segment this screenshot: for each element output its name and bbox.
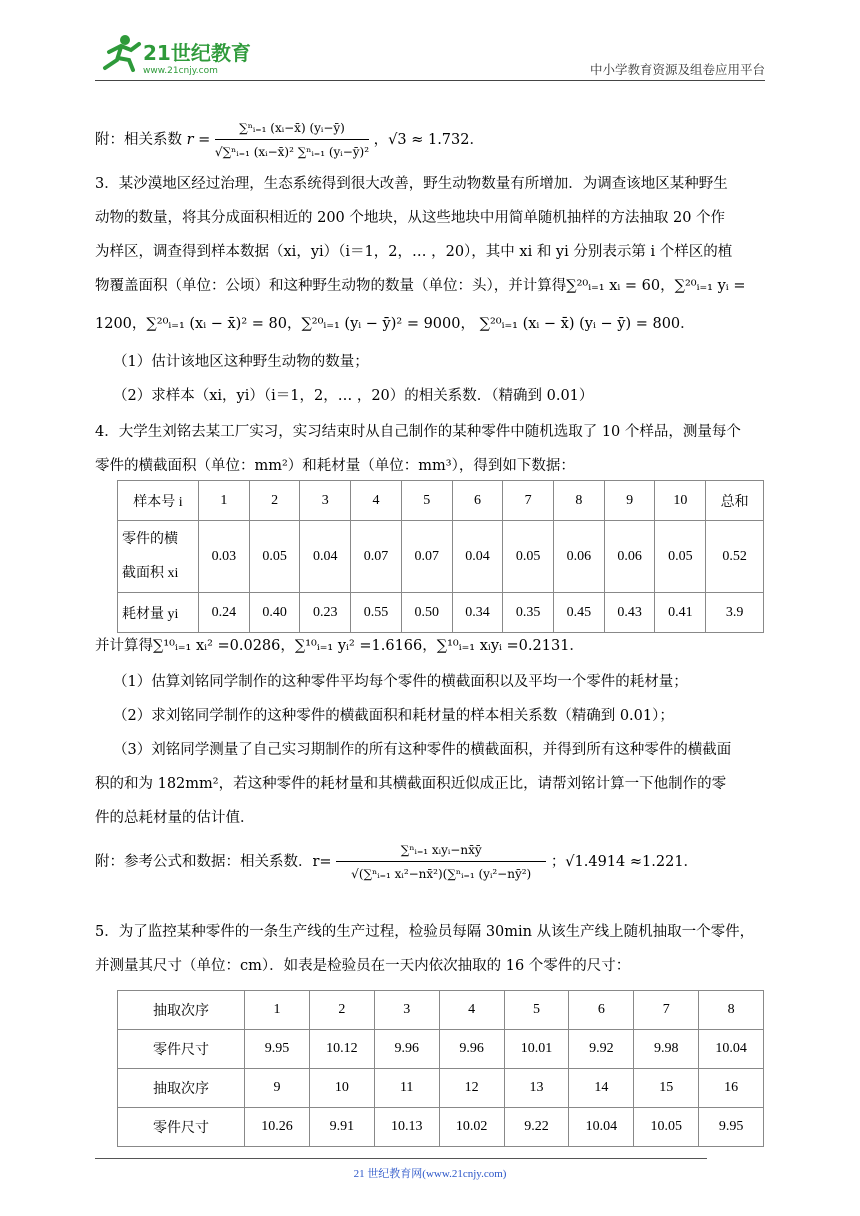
table-cell: 0.34	[452, 593, 503, 633]
q5-data-table	[117, 990, 764, 1147]
q4-part-1: （1）估算刘铭同学制作的这种零件平均每个零件的横截面积以及平均一个零件的耗材量；	[113, 674, 688, 690]
table-cell: 0.45	[554, 593, 605, 633]
table-cell: 11	[374, 1069, 439, 1108]
ref-denominator: √(∑ⁿᵢ₌₁ xᵢ²−nx̄²)(∑ⁿᵢ₌₁ (yᵢ²−nȳ²)	[351, 867, 532, 881]
table-cell: 6	[452, 481, 503, 521]
formula-denominator: √∑ⁿᵢ₌₁ (xᵢ−x̄)² ∑ⁿᵢ₌₁ (yᵢ−ȳ)²	[214, 145, 370, 159]
page-header	[95, 30, 765, 82]
table-cell: 9.92	[569, 1030, 634, 1069]
table-cell: 0.43	[604, 593, 655, 633]
table-cell: 0.24	[199, 593, 250, 633]
table-cell: 9.91	[309, 1108, 374, 1147]
table-cell: 9	[604, 481, 655, 521]
table-cell: 0.04	[300, 521, 351, 593]
table-cell: 0.05	[503, 521, 554, 593]
table-cell: 0.06	[604, 521, 655, 593]
table-cell: 6	[569, 991, 634, 1030]
ref-prefix: 附：参考公式和数据：相关系数．r=	[95, 854, 332, 870]
table-cell: 7	[503, 481, 554, 521]
ref-fraction	[336, 840, 546, 884]
q3-line-1: 3．某沙漠地区经过治理，生态系统得到很大改善，野生动物数量有所增加．为调查该地区某种野生	[95, 176, 728, 192]
table-cell: 9.98	[634, 1030, 699, 1069]
table-cell: 5	[504, 991, 569, 1030]
formula-suffix: ，√3 ≈ 1.732．	[373, 132, 484, 148]
table-cell: 9.22	[504, 1108, 569, 1147]
table-cell: 5	[401, 481, 452, 521]
ref-suffix: ；√1.4914 ≈1.221．	[550, 854, 699, 870]
header-divider	[95, 80, 765, 81]
table-cell: 10	[309, 1069, 374, 1108]
table-cell: 14	[569, 1069, 634, 1108]
table-row-header	[118, 521, 199, 593]
table-cell: 3	[374, 991, 439, 1030]
table-cell: 16	[699, 1069, 764, 1108]
platform-name: 中小学教育资源及组卷应用平台	[589, 62, 765, 77]
table-cell: 0.40	[249, 593, 300, 633]
logo-graphic	[95, 30, 255, 80]
table-row-header: 抽取次序	[118, 991, 245, 1030]
ref-numerator: ∑ⁿᵢ₌₁ xᵢyᵢ−nx̄ȳ	[336, 840, 546, 862]
site-logo[interactable]	[95, 30, 255, 80]
q3-part-1: （1）估计该地区这种野生动物的数量；	[113, 354, 369, 370]
q5-line-1: 5．为了监控某种零件的一条生产线的生产过程，检验员每隔 30min 从该生产线上随机抽取一个零件，	[95, 924, 755, 940]
table-cell: 0.52	[706, 521, 764, 593]
q4-part-3-line-3: 件的总耗材量的估计值．	[95, 810, 255, 826]
table-cell: 12	[439, 1069, 504, 1108]
formula-fraction	[215, 118, 369, 162]
table-row	[118, 1069, 764, 1108]
q4-reference-formula	[95, 840, 698, 884]
q4-line-2: 零件的横截面积（单位：mm²）和耗材量（单位：mm³），得到如下数据：	[95, 458, 575, 474]
table-row	[118, 521, 764, 593]
q4-data-table	[117, 480, 764, 633]
table-cell: 0.07	[351, 521, 402, 593]
formula-prefix: 附：相关系数	[95, 132, 182, 148]
table-cell: 10.04	[699, 1030, 764, 1069]
table-cell: 总和	[706, 481, 764, 521]
table-row	[118, 991, 764, 1030]
table-cell: 9.96	[439, 1030, 504, 1069]
q3-line-3: 为样区，调查得到样本数据（xi，yi）（i＝1，2，… ，20），其中 xi 和 yi 分别表示第 i 个样区的植	[95, 244, 733, 260]
table-cell: 9	[245, 1069, 310, 1108]
table-cell: 10.13	[374, 1108, 439, 1147]
table-cell: 1	[245, 991, 310, 1030]
table-cell: 样本号 i	[118, 481, 199, 521]
logo-text: 21世纪教育	[143, 41, 251, 65]
table-row	[118, 1030, 764, 1069]
table-row-header: 抽取次序	[118, 1069, 245, 1108]
table-row	[118, 1108, 764, 1147]
q4-part-3-line-1: （3）刘铭同学测量了自己实习期制作的所有这种零件的横截面积，并得到所有这种零件的横截面	[113, 742, 732, 758]
table-row-header: 耗材量 yi	[118, 593, 199, 633]
row-label-line-2: 截面积 xi	[122, 565, 179, 581]
table-cell: 3.9	[706, 593, 764, 633]
table-cell: 13	[504, 1069, 569, 1108]
table-cell: 0.06	[554, 521, 605, 593]
table-cell: 10.04	[569, 1108, 634, 1147]
q4-part-3-line-2: 积的和为 182mm²，若这种零件的耗材量和其横截面积近似成正比，请帮刘铭计算一下他制作的零	[95, 776, 727, 792]
table-cell: 8	[554, 481, 605, 521]
table-cell: 10	[655, 481, 706, 521]
table-cell: 10.05	[634, 1108, 699, 1147]
table-cell: 10.01	[504, 1030, 569, 1069]
table-cell: 15	[634, 1069, 699, 1108]
table-cell: 3	[300, 481, 351, 521]
table-cell: 10.26	[245, 1108, 310, 1147]
table-row-header: 零件尺寸	[118, 1108, 245, 1147]
footer-divider	[95, 1158, 707, 1159]
q4-calc-line: 并计算得∑¹⁰ᵢ₌₁ xᵢ² =0.0286，∑¹⁰ᵢ₌₁ yᵢ² =1.6166，∑¹⁰ᵢ₌₁ xᵢyᵢ =0.2131．	[95, 638, 584, 654]
table-cell: 10.12	[309, 1030, 374, 1069]
footer-link[interactable]: 21 世纪教育网(www.21cnjy.com)	[353, 1168, 507, 1180]
q4-line-1: 4．大学生刘铭去某工厂实习，实习结束时从自己制作的某种零件中随机选取了 10 个样品，测量每个	[95, 424, 741, 440]
table-cell: 9.96	[374, 1030, 439, 1069]
row-label-line-1: 零件的横	[122, 531, 178, 547]
q3-part-2: （2）求样本（xi，yi）（i＝1，2，… ，20）的相关系数．（精确到 0.01）	[113, 388, 594, 404]
table-cell: 9.95	[245, 1030, 310, 1069]
logo-url: www.21cnjy.com	[143, 66, 218, 76]
q3-line-2: 动物的数量，将其分成面积相近的 200 个地块，从这些地块中用简单随机抽样的方法抽取 20 个作	[95, 210, 726, 226]
table-cell: 0.50	[401, 593, 452, 633]
table-row	[118, 481, 764, 521]
table-cell: 8	[699, 991, 764, 1030]
table-cell: 0.55	[351, 593, 402, 633]
table-cell: 2	[309, 991, 374, 1030]
q3-line-4: 物覆盖面积（单位：公顷）和这种野生动物的数量（单位：头），并计算得∑²⁰ᵢ₌₁ xᵢ = 60，∑²⁰ᵢ₌₁ yᵢ =	[95, 278, 746, 294]
correlation-formula: 附：相关系数 r = $\frac{\text{∑ⁿᵢ₌₁ (xᵢ−x̄) (yᵢ−ȳ)}}{\text{√∑ⁿᵢ₌₁ (xᵢ−x̄)² ∑ⁿᵢ₌₁ (yᵢ−ȳ)²}}$ ，√3 ≈ 1.732．	[95, 118, 484, 162]
table-cell: 0.41	[655, 593, 706, 633]
table-cell: 4	[439, 991, 504, 1030]
table-row	[118, 593, 764, 633]
q4-part-2: （2）求刘铭同学制作的这种零件的横截面积和耗材量的样本相关系数（精确到 0.01）；	[113, 708, 674, 724]
table-cell: 0.05	[655, 521, 706, 593]
q5-line-2: 并测量其尺寸（单位：cm）．如表是检验员在一天内依次抽取的 16 个零件的尺寸：	[95, 958, 631, 974]
table-cell: 0.05	[249, 521, 300, 593]
table-cell: 0.35	[503, 593, 554, 633]
q3-line-5: 1200，∑²⁰ᵢ₌₁ (xᵢ − x̄)² = 80，∑²⁰ᵢ₌₁ (yᵢ − ȳ)² = 9000， ∑²⁰ᵢ₌₁ (xᵢ − x̄) (yᵢ − ȳ) = 800．	[95, 316, 695, 332]
table-cell: 0.07	[401, 521, 452, 593]
table-cell: 10.02	[439, 1108, 504, 1147]
table-cell: 0.04	[452, 521, 503, 593]
table-cell: 0.23	[300, 593, 351, 633]
formula-numerator: ∑ⁿᵢ₌₁ (xᵢ−x̄) (yᵢ−ȳ)	[215, 118, 369, 140]
table-cell: 1	[199, 481, 250, 521]
table-row-header: 零件尺寸	[118, 1030, 245, 1069]
table-cell: 4	[351, 481, 402, 521]
table-cell: 7	[634, 991, 699, 1030]
table-cell: 9.95	[699, 1108, 764, 1147]
table-cell: 2	[249, 481, 300, 521]
table-cell: 0.03	[199, 521, 250, 593]
